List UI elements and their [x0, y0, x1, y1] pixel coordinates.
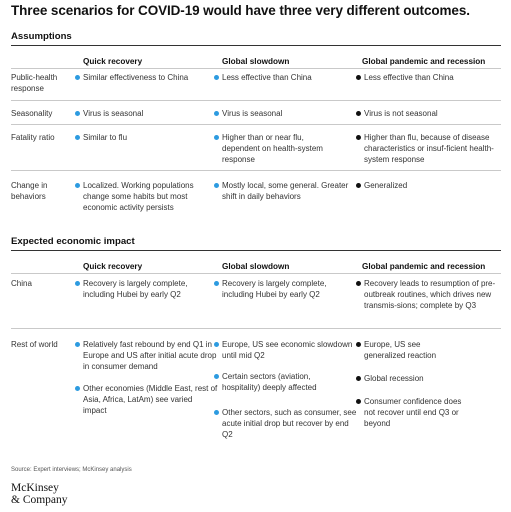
section-divider	[11, 45, 501, 46]
cell-global-slowdown	[214, 180, 358, 202]
cell-pandemic-recession	[356, 180, 504, 191]
cell-pandemic-recession	[356, 396, 468, 429]
cell-quick-recovery	[75, 278, 218, 300]
cell-text: Recovery is largely complete, including Hubei by early Q2	[222, 279, 327, 299]
cell-global-slowdown	[214, 339, 358, 361]
cell-global-slowdown	[214, 371, 340, 393]
bullet-dot	[356, 75, 361, 80]
cell-text: Less effective than China	[364, 73, 454, 82]
bullet-dot	[214, 135, 219, 140]
bullet-dot	[214, 183, 219, 188]
page-title: Three scenarios for COVID-19 would have three very different outcomes.	[11, 3, 470, 18]
cell-pandemic-recession	[356, 132, 504, 165]
cell-quick-recovery	[75, 108, 218, 119]
cell-text: Generalized	[364, 181, 408, 190]
cell-text: Higher than or near flu, dependent on health-system response	[222, 133, 323, 164]
cell-global-slowdown	[214, 132, 340, 165]
cell-global-slowdown	[214, 407, 358, 440]
cell-text: Other economies (Middle East, rest of Asia, Africa, LatAm) see varied impact	[83, 384, 218, 415]
cell-quick-recovery	[75, 72, 218, 83]
column-header-quick-recovery: Quick recovery	[83, 57, 143, 66]
bullet-dot	[356, 281, 361, 286]
header-divider	[11, 68, 501, 69]
cell-text: Similar effectiveness to China	[83, 73, 189, 82]
cell-quick-recovery	[75, 339, 218, 372]
column-header-pandemic-recession: Global pandemic and recession	[362, 262, 486, 271]
bullet-dot	[214, 281, 219, 286]
row-label: Rest of world	[11, 340, 58, 349]
row-divider	[11, 124, 501, 125]
section-divider	[11, 250, 501, 251]
cell-text: Higher than flu, because of disease characteristics or insuf-ficient health-system response	[364, 133, 494, 164]
bullet-dot	[356, 183, 361, 188]
cell-text: Global recession	[364, 374, 424, 383]
cell-quick-recovery	[75, 180, 218, 213]
cell-pandemic-recession	[356, 339, 464, 361]
mckinsey-logo	[11, 482, 68, 506]
cell-text: Virus is seasonal	[222, 109, 283, 118]
bullet-dot	[75, 281, 80, 286]
cell-text: Europe, US see generalized reaction	[364, 340, 437, 360]
bullet-dot	[356, 135, 361, 140]
cell-pandemic-recession	[356, 108, 504, 119]
row-divider	[11, 170, 501, 171]
section-heading-impact: Expected economic impact	[11, 236, 135, 247]
cell-text: Virus is not seasonal	[364, 109, 438, 118]
bullet-dot	[75, 111, 80, 116]
bullet-dot	[75, 75, 80, 80]
section-heading-assumptions: Assumptions	[11, 31, 72, 42]
bullet-dot	[214, 374, 219, 379]
column-header-global-slowdown: Global slowdown	[222, 57, 290, 66]
cell-text: Consumer confidence does not recover until end Q3 or beyond	[364, 397, 462, 428]
header-divider	[11, 273, 501, 274]
row-label: Fatality ratio	[11, 133, 55, 142]
bullet-dot	[356, 399, 361, 404]
row-divider	[11, 328, 501, 329]
column-header-quick-recovery: Quick recovery	[83, 262, 143, 271]
bullet-dot	[75, 183, 80, 188]
cell-text: Recovery leads to resumption of pre-outbreak routines, which drives new transmis-sions; complete by Q3	[364, 279, 496, 310]
cell-text: Similar to flu	[83, 133, 128, 142]
cell-pandemic-recession	[356, 278, 504, 311]
cell-text: Relatively fast rebound by end Q1 in Europe and US after initial acute drop in consumer demand	[83, 340, 217, 371]
cell-text: Mostly local, some general. Greater shift in daily behaviors	[222, 181, 349, 201]
cell-text: Less effective than China	[222, 73, 312, 82]
cell-text: Other sectors, such as consumer, see acute initial drop but recover by end Q2	[222, 408, 357, 439]
bullet-dot	[214, 410, 219, 415]
cell-global-slowdown	[214, 72, 358, 83]
cell-pandemic-recession	[356, 373, 504, 384]
column-header-pandemic-recession: Global pandemic and recession	[362, 57, 486, 66]
logo-line-1: McKinsey	[11, 482, 59, 494]
bullet-dot	[75, 135, 80, 140]
row-divider	[11, 100, 501, 101]
cell-text: Certain sectors (aviation, hospitality) deeply affected	[222, 372, 317, 392]
bullet-dot	[214, 342, 219, 347]
logo-line-2: & Company	[11, 494, 68, 506]
bullet-dot	[214, 111, 219, 116]
row-label: Change in behaviors	[11, 181, 48, 201]
bullet-dot	[214, 75, 219, 80]
bullet-dot	[356, 376, 361, 381]
row-label: Seasonality	[11, 109, 53, 118]
cell-text: Virus is seasonal	[83, 109, 144, 118]
cell-quick-recovery	[75, 383, 218, 416]
row-label: Public-health response	[11, 73, 58, 93]
bullet-dot	[75, 386, 80, 391]
cell-global-slowdown	[214, 278, 358, 300]
bullet-dot	[75, 342, 80, 347]
row-label: China	[11, 279, 32, 288]
cell-quick-recovery	[75, 132, 218, 143]
bullet-dot	[356, 342, 361, 347]
bullet-dot	[356, 111, 361, 116]
source-note: Source: Expert interviews; McKinsey analysis	[11, 467, 132, 473]
cell-pandemic-recession	[356, 72, 504, 83]
cell-text: Europe, US see economic slowdown until mid Q2	[222, 340, 353, 360]
cell-global-slowdown	[214, 108, 358, 119]
cell-text: Localized. Working populations change some habits but most economic activity persists	[83, 181, 194, 212]
cell-text: Recovery is largely complete, including Hubei by early Q2	[83, 279, 188, 299]
column-header-global-slowdown: Global slowdown	[222, 262, 290, 271]
